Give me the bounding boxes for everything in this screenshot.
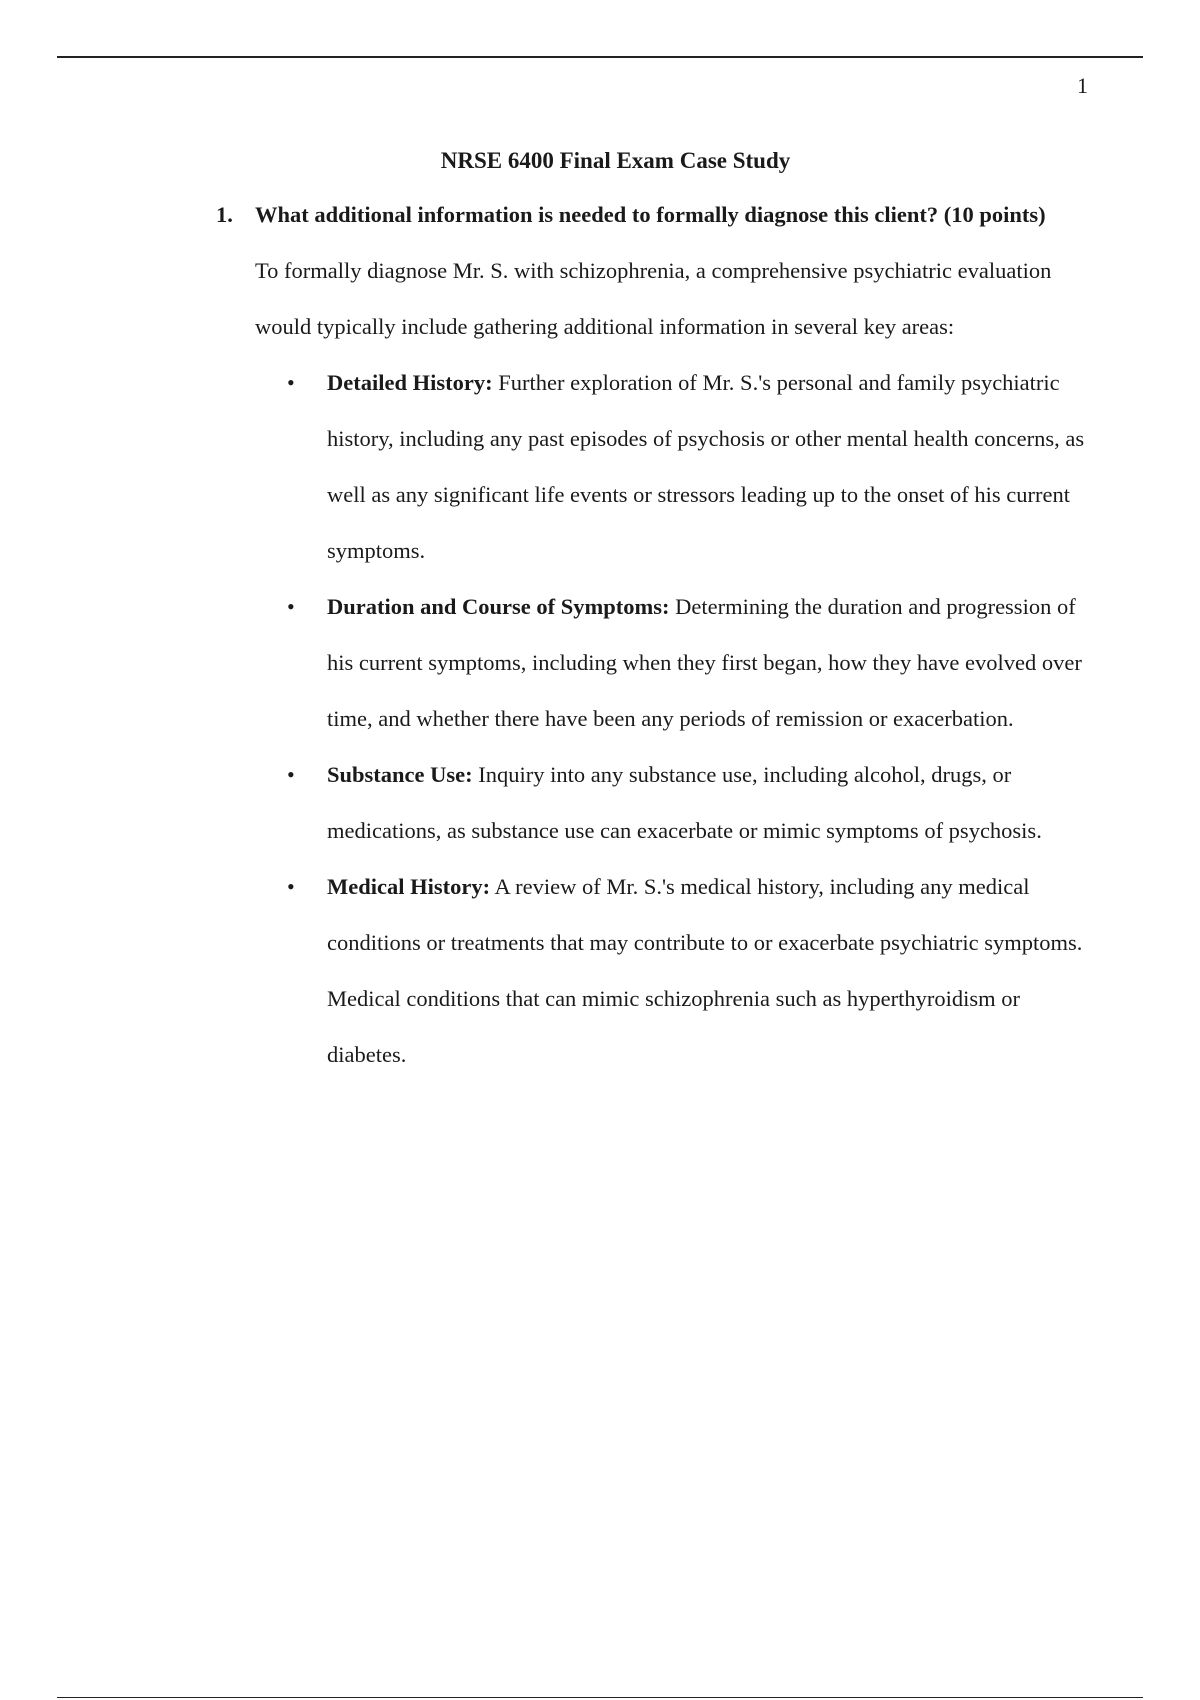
document-body (216, 187, 1096, 1083)
page-number: 1 (1077, 73, 1088, 98)
bullet-icon: • (287, 594, 295, 619)
item-term: Duration and Course of Symptoms: (327, 594, 670, 619)
answer-intro: To formally diagnose Mr. S. with schizophrenia, a comprehensive psychiatric evaluation would typically include gathering additional information in several key areas: (255, 258, 1052, 339)
item-term: Detailed History: (327, 370, 493, 395)
header-rule (57, 56, 1143, 58)
item-text: Determining the duration and progression of his current symptoms, including when they first began, how they have evolved over time, and whether there have been any periods of remission or exacerbation. (327, 594, 1082, 731)
question-number: 1. (216, 202, 233, 227)
list-item (287, 859, 1096, 1083)
question-text: What additional information is needed to formally diagnose this client? (10 points) (255, 202, 1046, 227)
list-item (287, 579, 1096, 747)
item-term: Medical History: (327, 874, 491, 899)
bullet-icon: • (287, 762, 295, 787)
bullet-icon: • (287, 370, 295, 395)
item-text: Further exploration of Mr. S.'s personal and family psychiatric history, including any past episodes of psychosis or other mental health concerns, as well as any significant life events or stressors leading up to the onset of his current symptoms. (327, 370, 1085, 563)
document-title: NRSE 6400 Final Exam Case Study (440, 148, 791, 173)
diagnostic-factor-list (216, 355, 1096, 1083)
list-item (287, 355, 1096, 579)
item-text: Inquiry into any substance use, including alcohol, drugs, or medications, as substance use can exacerbate or mimic symptoms of psychosis. (327, 762, 1042, 843)
item-text: A review of Mr. S.'s medical history, including any medical conditions or treatments that may contribute to or exacerbate psychiatric symptoms. Medical conditions that can mimic schizophrenia such as hyperthyroidism or diabetes. (327, 874, 1083, 1067)
question-1 (216, 187, 1096, 243)
bullet-icon: • (287, 874, 295, 899)
list-item (287, 747, 1096, 859)
item-term: Substance Use: (327, 762, 473, 787)
footer-rule (57, 1697, 1143, 1698)
